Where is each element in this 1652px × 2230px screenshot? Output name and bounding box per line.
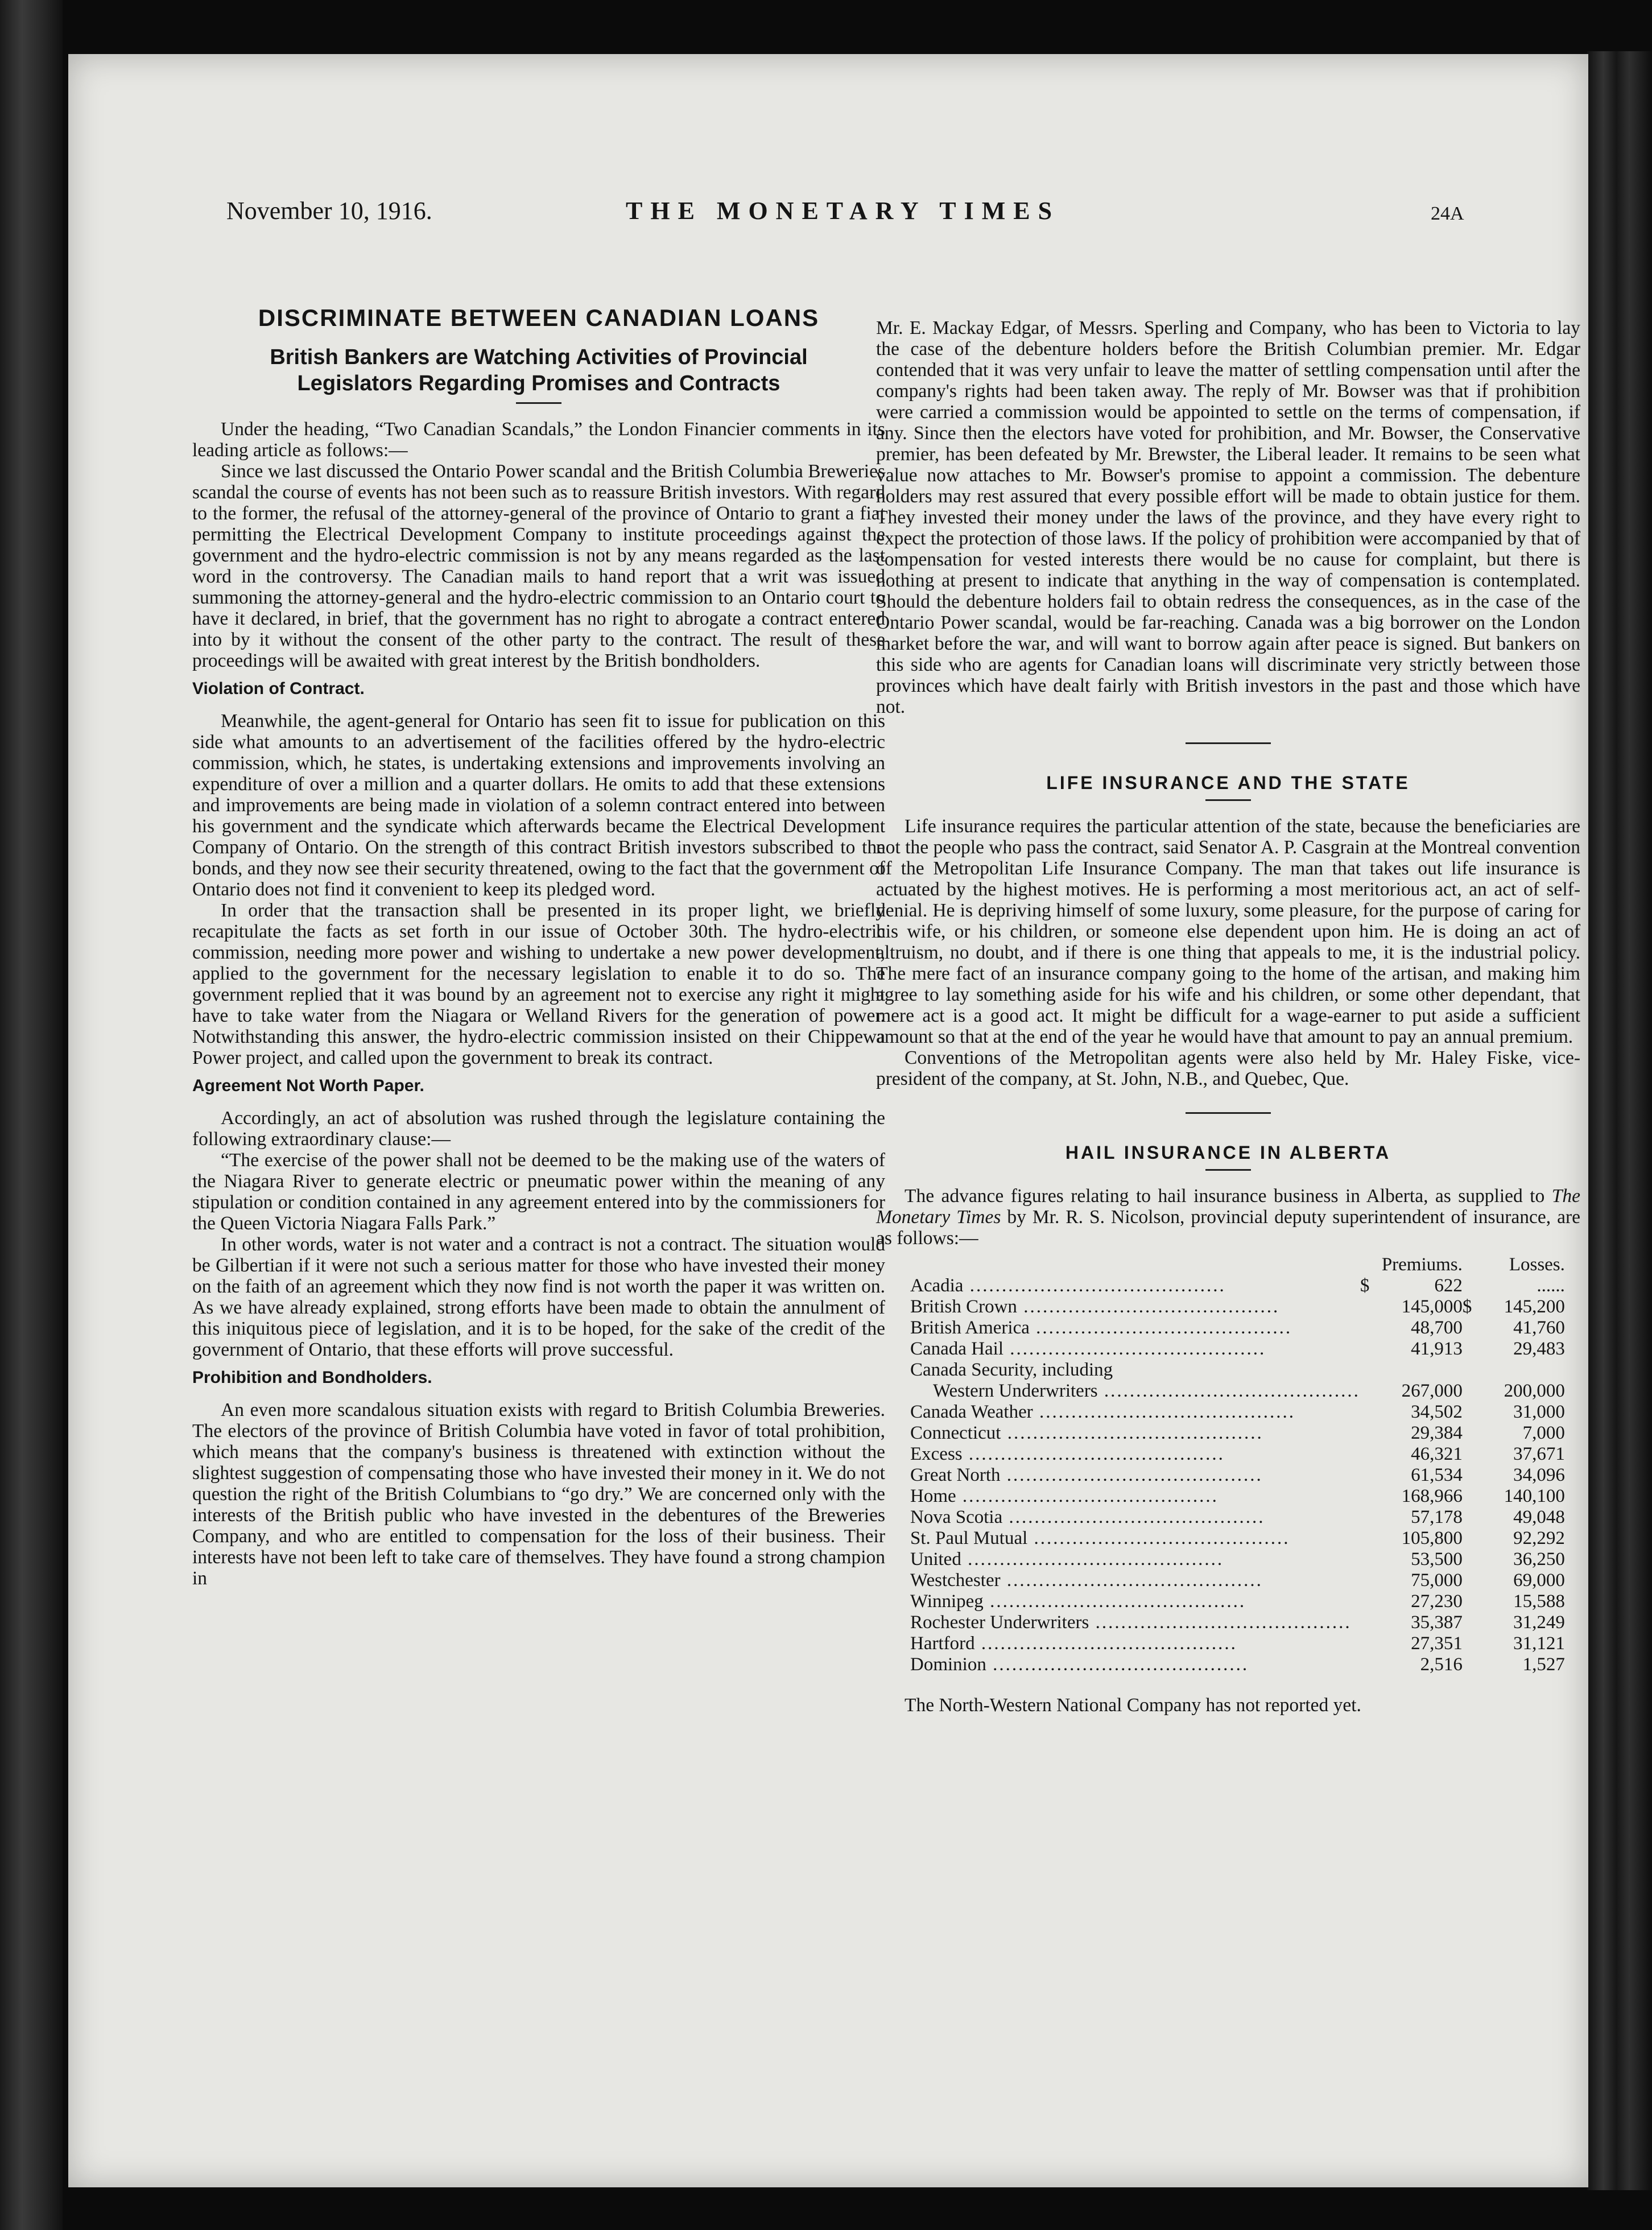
article-paragraph: Meanwhile, the agent-general for Ontario has seen fit to issue for publication on this side what amounts to an advertisement of the facilities offered by the hydro-electric commission, which, he states, is undertaking extensions and improvements involving an expenditure of over a million and a quarter dollars. He omits to add that these extensions and improvements are being made in violation of a solemn contract entered into between his government and the syndicate which afterwards became the Electrical Development Company of Ontario. On the strength of this contract British investors subscribed to the bonds, and they now see their security threatened, owing to the fact that the government of Ontario does not find it convenient to keep its pledged word. (192, 711, 885, 900)
premium-value: 168,966 (1401, 1486, 1463, 1506)
loss-value: 145,200 (1504, 1296, 1565, 1317)
table-row (910, 1318, 1565, 1339)
premium-currency (1360, 1360, 1372, 1381)
loss-currency (1463, 1549, 1474, 1570)
loss-currency (1463, 1402, 1474, 1423)
premium-value: 57,178 (1411, 1507, 1463, 1527)
table-row (910, 1549, 1565, 1570)
loss-currency (1463, 1444, 1474, 1465)
table-header-row (910, 1254, 1565, 1275)
loss-currency: $ (1462, 1296, 1472, 1317)
premium-currency (1360, 1465, 1372, 1486)
article-paragraph: In other words, water is not water and a contract is not a contract. The situation would be Gilbertian if it were not such a serious matter for those who have invested their money on the faith of an agreement which they now find is not worth the paper it was written on. As we have already explained, strong efforts have been made to obtain the annulment of this iniquitous piece of legislation, and it is to be hoped, for the sake of the credit of the government of Ontario, that these efforts will prove successful. (192, 1234, 885, 1360)
premium-value: 622 (1434, 1275, 1463, 1296)
dot-leader: ........................................ (961, 1549, 1224, 1570)
right-column (876, 250, 1580, 1716)
loss-value: 29,483 (1513, 1339, 1565, 1359)
dot-leader: ........................................ (974, 1633, 1237, 1654)
dot-leader: ........................................ (962, 1444, 1225, 1464)
premium-currency (1360, 1486, 1372, 1507)
loss-value: 31,249 (1513, 1612, 1565, 1633)
loss-value: 200,000 (1504, 1381, 1565, 1401)
company-name (910, 1507, 1360, 1528)
article-paragraph: Life insurance requires the particular attention of the state, because the beneficiaries are not the people who pass the contract, said Senator A. P. Casgrain at the Montreal convention of the Metropolitan Life Insurance Company. The man that takes out life insurance is actuated by the highest motives. He is performing a most meritorious act, an act of self-denial. He is depriving himself of some luxury, some pleasure, for the purpose of caring for his wife, or his children, or someone else dependent upon him. He is doing an act of altruism, no doubt, and if there is one thing that appeals to me, it is the industrial policy. The mere fact of an insurance company going to the home of the artisan, and making him agree to lay something aside for his wife and his children, or some other dependant, that mere act is a good act. It might be difficult for a wage-earner to put aside a sufficient amount so that at the end of the year he would have that amount to pay an annual premium. (876, 816, 1580, 1047)
section-subhead: Agreement Not Worth Paper. (192, 1076, 424, 1095)
premium-value: 29,384 (1411, 1423, 1463, 1443)
premium-value: 46,321 (1411, 1444, 1463, 1464)
loss-currency (1463, 1570, 1474, 1591)
premium-value: 61,534 (1411, 1465, 1463, 1485)
premium-value (1372, 1360, 1463, 1381)
article-paragraph: Conventions of the Metropolitan agents were also held by Mr. Haley Fiske, vice-president of the company, at St. John, N.B., and Quebec, Que. (876, 1047, 1580, 1089)
company-label: Rochester Underwriters (910, 1612, 1089, 1633)
loss-currency (1463, 1318, 1474, 1339)
subtitle-line-2: Legislators Regarding Promises and Contracts (297, 371, 780, 395)
dot-leader: ........................................ (956, 1486, 1219, 1506)
loss-value: ...... (1537, 1275, 1565, 1296)
premium-value: 48,700 (1411, 1318, 1463, 1338)
dot-leader: ........................................ (1003, 1339, 1266, 1359)
premium-value: 53,500 (1411, 1549, 1463, 1570)
premium-value: 2,516 (1420, 1654, 1463, 1675)
loss-value: 140,100 (1504, 1486, 1565, 1506)
company-name (910, 1654, 1360, 1675)
company-name (910, 1465, 1360, 1486)
table-row (910, 1275, 1565, 1296)
company-name (910, 1275, 1360, 1296)
table-row (910, 1402, 1565, 1423)
dot-leader: ........................................ (1027, 1528, 1290, 1548)
premium-value: 75,000 (1411, 1570, 1463, 1591)
article-paragraph: The advance figures relating to hail insurance business in Alberta, as supplied to The Monetary Times by Mr. R. S. Nicolson, provincial deputy superintendent of insurance, are as follows:— (876, 1186, 1580, 1249)
premium-currency (1360, 1318, 1372, 1339)
table-row (910, 1507, 1565, 1528)
dot-leader: ........................................ (1029, 1318, 1292, 1338)
newspaper-page (68, 54, 1588, 2187)
premium-value: 105,800 (1401, 1528, 1463, 1548)
article-paragraph: In order that the transaction shall be presented in its proper light, we briefly recapitulate the facts as set forth in our issue of October 30th. The hydro-electric commission, needing more power and wishing to undertake a new power development, applied to the government for the necessary legislation to enable it to do so. The government replied that it was bound by an agreement not to exercise any right it might have to take water from the Niagara or Welland Rivers for the generation of power. Notwithstanding this answer, the hydro-electric commission insisted on their Chippewa Power project, and called upon the government to break its contract. (192, 900, 885, 1068)
company-label: St. Paul Mutual (910, 1528, 1028, 1548)
premium-currency (1360, 1296, 1372, 1318)
loss-value: 41,760 (1513, 1318, 1565, 1338)
table-row (910, 1423, 1565, 1444)
company-label: Nova Scotia (910, 1507, 1003, 1527)
loss-currency (1463, 1528, 1474, 1549)
loss-value: 31,000 (1513, 1402, 1565, 1422)
premium-currency (1360, 1612, 1372, 1633)
article-paragraph: An even more scandalous situation exists with regard to British Columbia Breweries. The electors of the province of British Columbia have voted in favor of total prohibition, which means that the company's business is threatened with extinction without the slightest suggestion of compensating those who have invested their money in it. We do not question the right of the British Columbians to “go dry.” We are concerned only with the interests of the British public who have invested in the debentures of the Breweries Company, and who are entitled to compensation for the loss of their business. Their interests have not been left to take care of themselves. They have found a strong champion in (192, 1399, 885, 1589)
company-name (910, 1528, 1360, 1549)
premium-value: 27,230 (1411, 1591, 1463, 1612)
loss-currency (1463, 1507, 1474, 1528)
dot-leader: ........................................ (1017, 1296, 1280, 1317)
company-name (910, 1423, 1360, 1444)
loss-currency (1463, 1381, 1474, 1402)
table-row (910, 1339, 1565, 1360)
header-publication: THE MONETARY TIMES (626, 197, 1060, 225)
dot-leader: ........................................ (1002, 1507, 1265, 1527)
premium-value: 34,502 (1411, 1402, 1463, 1422)
dot-leader: ........................................ (1097, 1381, 1360, 1401)
table-row (910, 1296, 1565, 1318)
table-row (910, 1381, 1565, 1402)
company-label: Canada Weather (910, 1402, 1033, 1422)
premium-currency (1360, 1444, 1372, 1465)
divider-rule (1205, 1169, 1251, 1171)
loss-currency (1463, 1465, 1474, 1486)
dot-leader: ........................................ (1089, 1612, 1352, 1633)
premium-value: 41,913 (1411, 1339, 1463, 1359)
company-name (910, 1339, 1360, 1360)
loss-value: 31,121 (1513, 1633, 1565, 1654)
article-title: LIFE INSURANCE AND THE STATE (1046, 773, 1410, 793)
company-name (910, 1444, 1360, 1465)
loss-value: 92,292 (1513, 1528, 1565, 1548)
company-label: Western Underwriters (933, 1381, 1098, 1401)
header-page-number: 24A (1431, 203, 1464, 224)
publication-name: The Monetary Times (876, 1186, 1580, 1228)
column-header-losses: Losses. (1509, 1254, 1565, 1275)
dot-leader: ........................................ (983, 1591, 1246, 1612)
premium-currency (1360, 1528, 1372, 1549)
loss-value: 69,000 (1513, 1570, 1565, 1591)
premium-currency: $ (1360, 1275, 1370, 1296)
premium-value: 145,000 (1401, 1296, 1463, 1317)
premium-value: 35,387 (1411, 1612, 1463, 1633)
company-label: Acadia (910, 1275, 964, 1296)
divider-rule (1186, 742, 1271, 744)
loss-value (1474, 1360, 1565, 1381)
loss-currency (1463, 1654, 1474, 1675)
header-date: November 10, 1916. (226, 197, 432, 225)
quoted-clause: “The exercise of the power shall not be deemed to be the making use of the waters of the Niagara River to generate electric or pneumatic power within the meaning of any stipulation or condition contained in any agreement entered into by the commissioners for the Queen Victoria Niagara Falls Park.” (192, 1150, 885, 1234)
dot-leader: ........................................ (1032, 1402, 1295, 1422)
loss-currency (1463, 1360, 1474, 1381)
company-name (910, 1570, 1360, 1591)
company-label: Great North (910, 1465, 1001, 1485)
loss-value: 7,000 (1522, 1423, 1565, 1443)
loss-value: 15,588 (1513, 1591, 1565, 1612)
divider-rule (1186, 1112, 1271, 1114)
dot-leader: ........................................ (1000, 1570, 1263, 1591)
loss-currency (1463, 1275, 1474, 1296)
table-footnote: The North-Western National Company has not reported yet. (905, 1695, 1361, 1716)
table-row (910, 1591, 1565, 1612)
scan-left-edge (0, 0, 63, 2230)
premium-currency (1360, 1591, 1372, 1612)
table-row (910, 1654, 1565, 1675)
column-header-premiums: Premiums. (1381, 1254, 1463, 1275)
running-header (68, 196, 1588, 242)
company-label: Canada Security, including (910, 1360, 1113, 1380)
company-name (910, 1612, 1360, 1633)
company-name (910, 1318, 1360, 1339)
hail-insurance-table (910, 1254, 1565, 1675)
premium-currency (1360, 1570, 1372, 1591)
article-paragraph: Under the heading, “Two Canadian Scandals,” the London Financier comments in its leading article as follows:— (192, 419, 885, 461)
subtitle-line-1: British Bankers are Watching Activities of Provincial (270, 345, 808, 369)
loss-value: 36,250 (1513, 1549, 1565, 1570)
company-label: British America (910, 1318, 1030, 1338)
dot-leader: ........................................ (963, 1275, 1226, 1296)
premium-currency (1360, 1549, 1372, 1570)
premium-currency (1360, 1633, 1372, 1654)
article-title: HAIL INSURANCE IN ALBERTA (1065, 1142, 1391, 1163)
left-column (192, 250, 885, 1589)
company-name (910, 1381, 1360, 1402)
premium-value: 27,351 (1411, 1633, 1463, 1654)
company-name (910, 1296, 1360, 1318)
divider-rule (516, 402, 561, 404)
table-row (910, 1612, 1565, 1633)
dot-leader: ........................................ (1000, 1465, 1263, 1485)
company-label: Connecticut (910, 1423, 1001, 1443)
loss-value: 34,096 (1513, 1465, 1565, 1485)
company-name (910, 1402, 1360, 1423)
article-paragraph: Accordingly, an act of absolution was rushed through the legislature containing the following extraordinary clause:— (192, 1108, 885, 1150)
table-row (910, 1570, 1565, 1591)
company-label: Canada Hail (910, 1339, 1004, 1359)
company-label: Excess (910, 1444, 963, 1464)
loss-currency (1463, 1612, 1474, 1633)
dot-leader: ........................................ (986, 1654, 1249, 1675)
company-label: Westchester (910, 1570, 1001, 1591)
article-title: DISCRIMINATE BETWEEN CANADIAN LOANS (258, 304, 820, 331)
premium-currency (1360, 1402, 1372, 1423)
company-label: Hartford (910, 1633, 975, 1654)
table-row (910, 1633, 1565, 1654)
table-row (910, 1486, 1565, 1507)
company-name (910, 1360, 1360, 1381)
scan-right-edge (1587, 51, 1652, 2190)
loss-currency (1463, 1423, 1474, 1444)
section-subhead: Violation of Contract. (192, 679, 365, 698)
company-label: Home (910, 1486, 956, 1506)
company-name (910, 1486, 1360, 1507)
table-row (910, 1360, 1565, 1381)
company-label: Dominion (910, 1654, 986, 1675)
company-name (910, 1633, 1360, 1654)
premium-currency (1360, 1381, 1372, 1402)
company-label: United (910, 1549, 961, 1570)
company-label: Winnipeg (910, 1591, 984, 1612)
divider-rule (1205, 799, 1251, 801)
company-label: British Crown (910, 1296, 1017, 1317)
article-subtitle (192, 344, 885, 397)
loss-value: 1,527 (1522, 1654, 1565, 1675)
premium-currency (1360, 1339, 1372, 1360)
premium-currency (1360, 1423, 1372, 1444)
premium-value: 267,000 (1401, 1381, 1463, 1401)
loss-value: 37,671 (1513, 1444, 1565, 1464)
premium-currency (1360, 1507, 1372, 1528)
loss-value: 49,048 (1513, 1507, 1565, 1527)
loss-currency (1463, 1633, 1474, 1654)
table-row (910, 1465, 1565, 1486)
section-subhead: Prohibition and Bondholders. (192, 1368, 432, 1387)
company-name (910, 1591, 1360, 1612)
loss-currency (1463, 1591, 1474, 1612)
hail-table-body (910, 1275, 1565, 1675)
loss-currency (1463, 1486, 1474, 1507)
company-name (910, 1549, 1360, 1570)
table-row (910, 1528, 1565, 1549)
table-row (910, 1444, 1565, 1465)
premium-currency (1360, 1654, 1372, 1675)
article-paragraph: Since we last discussed the Ontario Power scandal and the British Columbia Breweries scandal the course of events has not been such as to reassure British investors. With regard to the former, the refusal of the attorney-general of the province of Ontario to grant a fiat permitting the Electrical Development Company to institute proceedings against the government and the hydro-electric commission is not by any means regarded as the last word in the controversy. The Canadian mails to hand report that a writ was issued summoning the attorney-general and the hydro-electric commission to an Ontario court to have it declared, in brief, that the government has no right to abrogate a contract entered into by it without the consent of the other party to the contract. The result of these proceedings will be awaited with great interest by the British bondholders. (192, 461, 885, 671)
article-paragraph-continued: Mr. E. Mackay Edgar, of Messrs. Sperling and Company, who has been to Victoria to lay the case of the debenture holders before the British Columbian premier. Mr. Edgar contended that it was very unfair to leave the matter of settling compensation until after the company's rights had been taken away. The reply of Mr. Bowser was that if prohibition were carried a commission would be appointed to settle on the terms of compensation, if any. Since then the electors have voted for prohibition, and Mr. Bowser, the Conservative premier, has been defeated by Mr. Brewster, the Liberal leader. It remains to be seen what value now attaches to Mr. Bowser's promise to appoint a commission. The debenture holders may rest assured that every possible effort will be made to obtain justice for them. They invested their money under the laws of the province, and they have every right to expect the protection of those laws. If the policy of prohibition were accompanied by that of compensation for vested interests there would be no cause for complaint, but there is nothing at present to indicate that anything in the way of compensation is contemplated. Should the debenture holders fail to obtain redress the consequences, as in the case of the Ontario Power scandal, would be far-reaching. Canada was a big borrower on the London market before the war, and will want to borrow again after peace is signed. But bankers on this side who are agents for Canadian loans will discriminate very strictly between those provinces which have dealt fairly with British investors in the past and those which have not. (876, 317, 1580, 717)
loss-currency (1463, 1339, 1474, 1360)
dot-leader: ........................................ (1001, 1423, 1263, 1443)
